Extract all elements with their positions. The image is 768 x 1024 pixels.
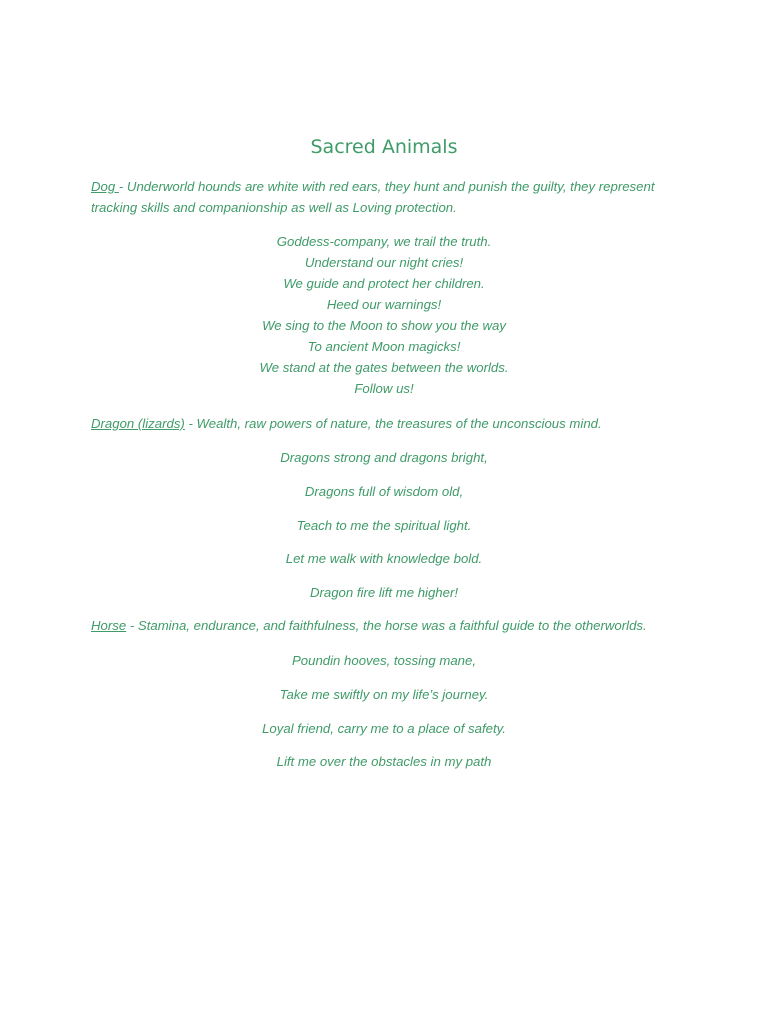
verse-line: Heed our warnings!: [326, 297, 442, 312]
section-dragon-verse: [0, 447, 768, 616]
section-horse-description: [91, 615, 711, 636]
section-dog-text: - Underworld hounds are white with red ears, they hunt and punish the guilty, they represent tracking skills and companionship as well as Loving protection.: [91, 179, 655, 215]
section-dog-verse: [0, 231, 768, 399]
section-dog-term: Dog: [91, 179, 119, 194]
verse-line: Dragons full of wisdom old,: [304, 483, 464, 499]
verse-line: To ancient Moon magicks!: [307, 339, 461, 354]
verse-line: Goddess-company, we trail the truth.: [276, 234, 492, 249]
verse-line: Understand our night cries!: [304, 255, 464, 270]
verse-line: Lift me over the obstacles in my path: [276, 754, 492, 770]
verse-line: Teach to me the spiritual light.: [296, 517, 472, 533]
verse-line: We sing to the Moon to show you the way: [262, 318, 506, 333]
verse-line: We stand at the gates between the worlds.: [259, 360, 509, 375]
verse-line: Let me walk with knowledge bold.: [285, 551, 483, 567]
verse-line: Follow us!: [354, 381, 414, 396]
section-dragon-term: Dragon (lizards): [91, 416, 185, 431]
section-dog-description: [91, 176, 691, 218]
section-dragon-text: - Wealth, raw powers of nature, the treasures of the unconscious mind.: [184, 416, 602, 431]
section-horse-term: Horse: [91, 618, 127, 633]
page-title: Sacred Animals: [310, 136, 458, 158]
verse-line: Dragon fire lift me higher!: [309, 585, 459, 601]
verse-line: We guide and protect her children.: [283, 276, 485, 291]
section-dragon-description: [91, 413, 691, 434]
verse-line: Take me swiftly on my life’s journey.: [279, 686, 489, 702]
section-horse-verse: [0, 650, 768, 785]
verse-line: Loyal friend, carry me to a place of safety.: [262, 720, 506, 736]
verse-line: Dragons strong and dragons bright,: [280, 450, 488, 465]
section-horse-text: - Stamina, endurance, and faithfulness, the horse was a faithful guide to the otherworlds.: [126, 618, 647, 633]
verse-line: Poundin hooves, tossing mane,: [291, 653, 476, 668]
